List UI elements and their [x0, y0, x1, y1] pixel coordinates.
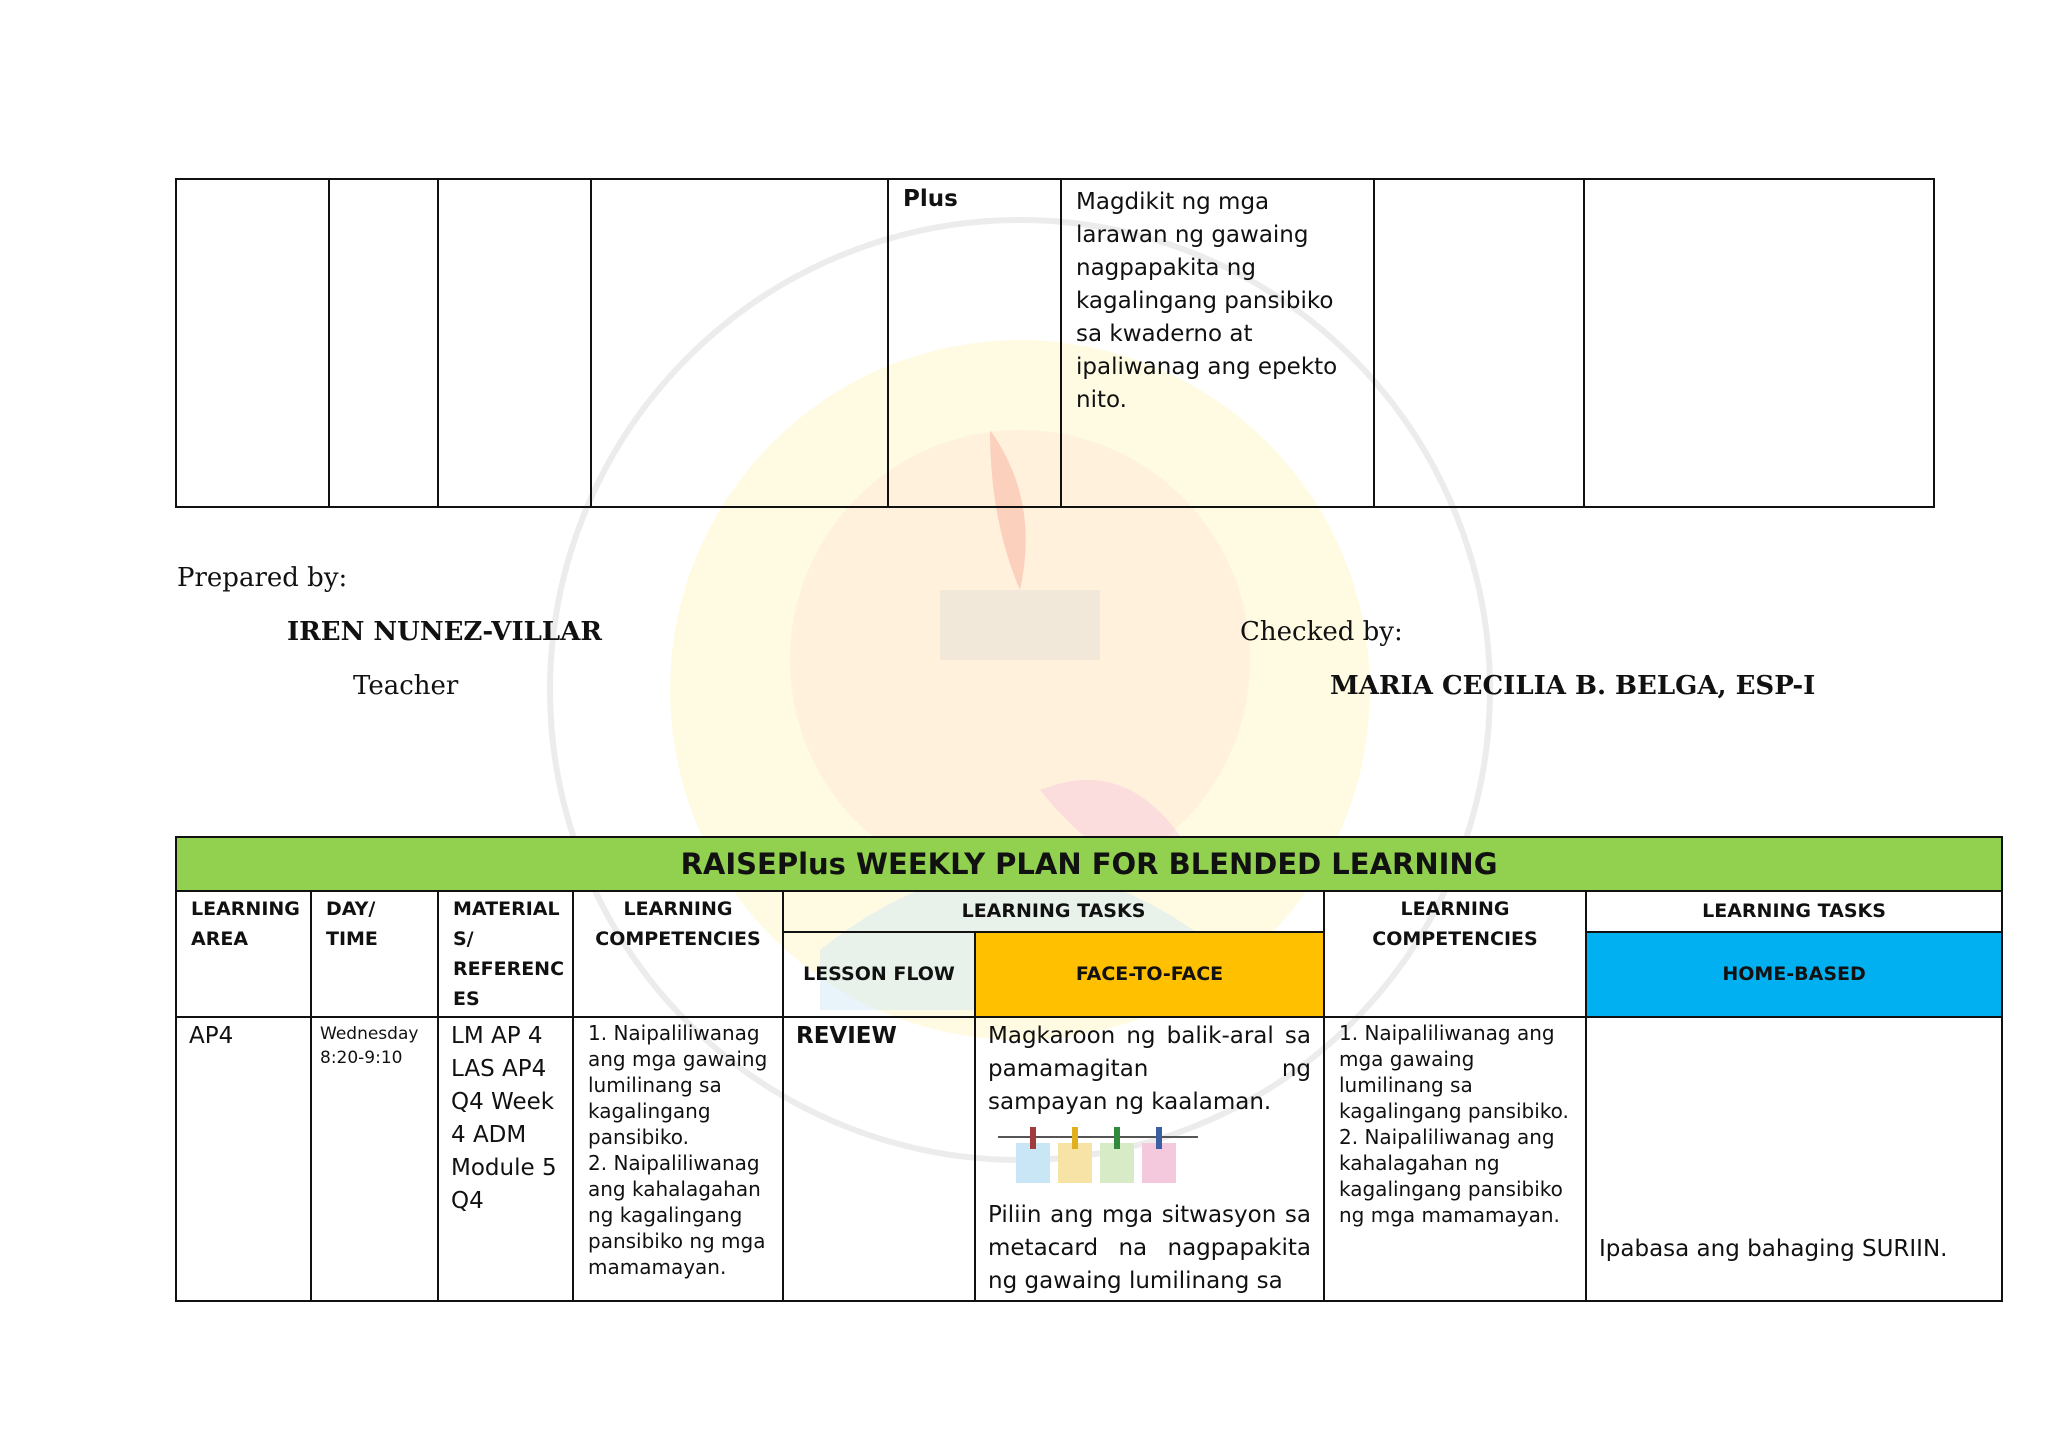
plus-task-text: Magdikit ng mga larawan ng gawaing nagpapakita ng kagalingang pansibiko sa kwaderno at ipaliwanag ang epekto nito.	[1076, 189, 1338, 413]
competency-b2: 2. Naipaliliwanag ang kahalagahan ng kagalingang pansibiko ng mga mamamayan.	[1339, 1125, 1563, 1227]
ftf-text-1: Magkaroon ng balik-aral sa pamamagitan ng sampayan ng kaalaman.	[988, 1023, 1311, 1115]
header-learning-tasks-1: LEARNING TASKS	[783, 891, 1324, 932]
empty-cell	[438, 179, 591, 507]
cell-face-to-face	[975, 1017, 1324, 1301]
header-home-based: HOME-BASED	[1586, 932, 2002, 1017]
header-competencies-2: LEARNING COMPETENCIES	[1324, 891, 1586, 1017]
header-competencies-1: LEARNING COMPETENCIES	[573, 891, 783, 1017]
header-learning-tasks-2: LEARNING TASKS	[1586, 891, 2002, 932]
prepared-by-title: Teacher	[353, 671, 459, 701]
plus-text-cell	[1061, 179, 1374, 507]
header-lesson-flow: LESSON FLOW	[783, 932, 975, 1017]
empty-cell	[176, 179, 329, 507]
competency-b1: 1. Naipaliliwanag ang mga gawaing lumilinang sa kagalingang pansibiko.	[1339, 1021, 1569, 1123]
cell-learning-area: AP4	[176, 1017, 311, 1301]
table-row	[176, 1017, 2002, 1301]
cell-competencies-2	[1324, 1017, 1586, 1301]
header-learning-area: LEARNING AREA	[176, 891, 311, 1017]
empty-cell	[591, 179, 888, 507]
header-day-time: DAY/ TIME	[311, 891, 438, 1017]
plus-label-cell	[888, 179, 1061, 507]
ftf-text-2: Piliin ang mga sitwasyon sa metacard na nagpapakita ng gawaing lumilinang sa	[988, 1202, 1311, 1294]
plus-label: Plus	[903, 186, 958, 212]
weekly-plan-table	[175, 836, 2003, 1302]
checked-by-label: Checked by:	[1240, 617, 1403, 647]
competency-1: 1. Naipaliliwanag ang mga gawaing lumilinang sa kagalingang pansibiko.	[588, 1021, 768, 1149]
header-materials: MATERIAL S/ REFERENC ES	[438, 891, 573, 1017]
cell-day: Wednesday	[320, 1024, 419, 1044]
prepared-by-label: Prepared by:	[177, 563, 348, 593]
clothesline-image	[998, 1123, 1198, 1193]
competency-2: 2. Naipaliliwanag ang kahalagahan ng kagalingang pansibiko ng mga mamamayan.	[588, 1151, 766, 1279]
cell-day-time	[311, 1017, 438, 1301]
plan-title: RAISEPlus WEEKLY PLAN FOR BLENDED LEARNING	[176, 837, 2002, 891]
checked-by-name: MARIA CECILIA B. BELGA, ESP-I	[1330, 671, 1816, 701]
top-table-row	[176, 179, 1934, 507]
empty-cell	[1374, 179, 1584, 507]
cell-lesson-flow: REVIEW	[783, 1017, 975, 1301]
cell-materials: LM AP 4 LAS AP4 Q4 Week 4 ADM Module 5 Q4	[438, 1017, 573, 1301]
empty-cell	[1584, 179, 1934, 507]
cell-competencies-1	[573, 1017, 783, 1301]
empty-cell	[329, 179, 438, 507]
prepared-by-name: IREN NUNEZ-VILLAR	[287, 617, 602, 647]
top-plan-table	[175, 178, 1935, 508]
cell-time: 8:20-9:10	[320, 1048, 403, 1068]
cell-home-based: Ipabasa ang bahaging SURIIN.	[1586, 1017, 2002, 1301]
header-face-to-face: FACE-TO-FACE	[975, 932, 1324, 1017]
